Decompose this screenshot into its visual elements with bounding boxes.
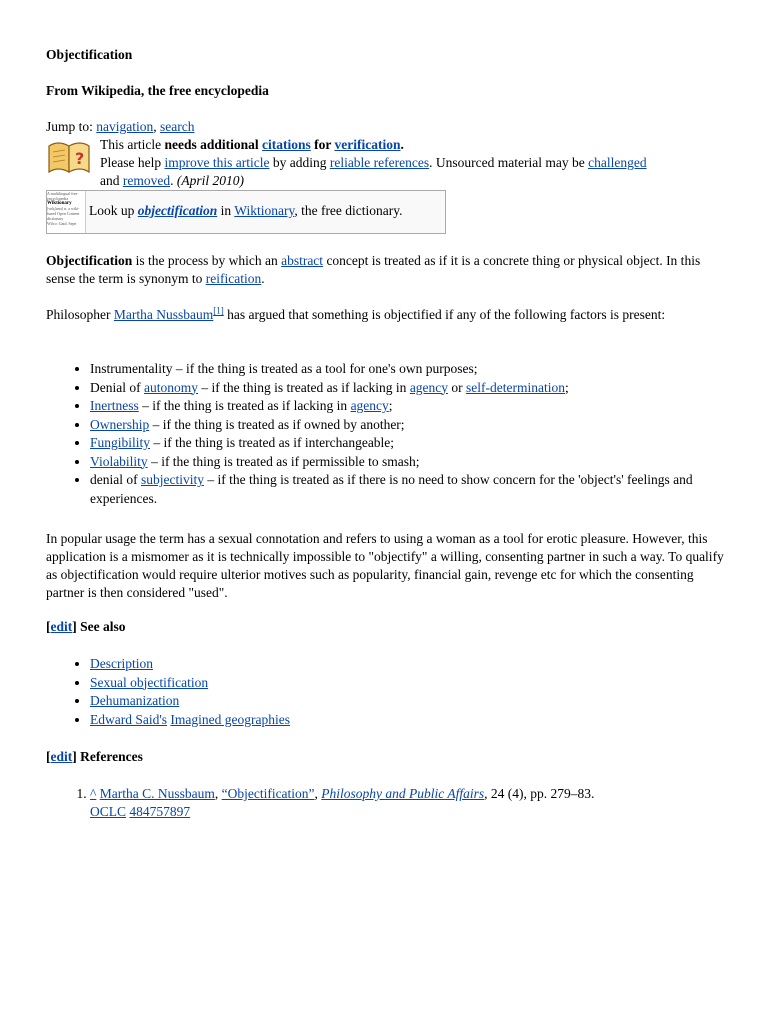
- citations-link[interactable]: citations: [262, 137, 311, 152]
- ref-author-link[interactable]: Martha C. Nussbaum: [99, 786, 215, 801]
- ref-journal-link[interactable]: Philosophy and Public Affairs: [321, 786, 485, 801]
- wiktionary-term-link[interactable]: objectification: [137, 203, 218, 218]
- edward-said-link[interactable]: Edward Said's: [90, 711, 168, 727]
- jump-to: Jump to: navigation, search: [46, 119, 195, 134]
- factors-list: [46, 360, 726, 508]
- wiktionary-logo: A multilingual free encyclopedia Wiktionary [wɪkʃənrɪ] n. a wiki-based Open Content dictionary Wilco: Gatd. Sepe: [47, 191, 86, 233]
- list-item: • Inertness – if the thing is treated as if lacking in agency;: [90, 397, 726, 416]
- wiktionary-box: [46, 190, 446, 234]
- list-item: • Violability – if the thing is treated as if permissible to smash;: [90, 453, 726, 472]
- oclc-link[interactable]: OCLC: [90, 804, 127, 819]
- martha-nussbaum-link[interactable]: Martha Nussbaum: [113, 307, 214, 322]
- autonomy-link[interactable]: autonomy: [143, 379, 198, 395]
- list-item: [90, 711, 290, 730]
- verification-link[interactable]: verification: [334, 137, 401, 152]
- improve-article-link[interactable]: improve this article: [164, 155, 270, 170]
- oclc-number-link[interactable]: 484757897: [129, 804, 191, 819]
- notice-date: (April 2010): [176, 173, 244, 188]
- sexual-objectification-link[interactable]: Sexual objectification: [90, 674, 209, 690]
- page-title: Objectification: [46, 47, 133, 62]
- subjectivity-link[interactable]: subjectivity: [140, 472, 204, 487]
- popular-usage-paragraph: In popular usage the term has a sexual connotation and refers to using a woman as a tool for erotic pleasure. However, this application is a mismomer as it is technically impossible to "objectify" a willing, consenting partner in such a way. To qualify as objectification would require ulterior motives such as popularity, financial gain, revenge etc for which the consenting partner is then considered "used".: [46, 531, 724, 600]
- fungibility-link[interactable]: Fungibility: [90, 435, 151, 450]
- citation-notice: [46, 136, 726, 192]
- imagined-geographies-link[interactable]: Imagined geographies: [170, 711, 291, 727]
- svg-text:?: ?: [75, 149, 85, 168]
- jump-navigation-link[interactable]: navigation: [96, 119, 154, 134]
- agency-link[interactable]: agency: [350, 398, 389, 413]
- self-determination-link[interactable]: self-determination: [466, 379, 566, 395]
- ref-backlink[interactable]: ^: [90, 786, 97, 801]
- list-item: • Denial of autonomy – if the thing is treated as if lacking in agency or self-determination;: [90, 379, 726, 398]
- jump-search-link[interactable]: search: [160, 119, 195, 134]
- agency-link[interactable]: agency: [409, 379, 449, 395]
- abstract-link[interactable]: abstract: [281, 253, 324, 268]
- list-item: • denial of subjectivity – if the thing is treated as if there is no need to show concern for the 'object's' feelings and experiences.: [90, 471, 726, 508]
- edit-references-link[interactable]: edit: [50, 749, 73, 764]
- edit-see-also-link[interactable]: edit: [50, 619, 73, 634]
- list-item: [90, 655, 290, 674]
- intro-paragraph: Objectification is the process by which an abstract concept is treated as if it is a concrete thing or physical object. In this sense the term is synonym to reification.: [46, 253, 701, 286]
- list-item: • Instrumentality – if the thing is treated as a tool for one's own purposes;: [90, 360, 726, 379]
- references-list: [46, 785, 726, 821]
- page-subtitle: From Wikipedia, the free encyclopedia: [46, 83, 269, 98]
- book-question-icon: [46, 138, 92, 174]
- see-also-heading: [edit] See also: [46, 619, 126, 634]
- description-link[interactable]: Description: [90, 656, 153, 671]
- references-heading: [edit] References: [46, 749, 143, 764]
- list-item: • Ownership – if the thing is treated as if owned by another;: [90, 416, 726, 435]
- reference-1-link[interactable]: [1]: [213, 305, 224, 316]
- jump-to-label: Jump to:: [46, 119, 93, 134]
- inertness-link[interactable]: Inertness: [90, 398, 139, 413]
- list-item: • Fungibility – if the thing is treated as if interchangeable;: [90, 434, 726, 453]
- list-item: 1. ^ Martha C. Nussbaum, “Objectification”, Philosophy and Public Affairs, 24 (4), pp. 279–83. OCLC 484757897: [90, 785, 726, 821]
- ownership-link[interactable]: Ownership: [90, 416, 150, 432]
- see-also-list: [46, 655, 290, 729]
- citation-notice-text: This article needs additional citations for verification. Please help improve this article by adding reliable references. Unsourced material may be challenged and removed. (April 2010): [100, 137, 647, 188]
- article: [46, 46, 726, 819]
- wiktionary-lookup-text: Look up objectification in Wiktionary, the free dictionary.: [89, 203, 403, 218]
- list-item: [90, 674, 290, 693]
- removed-link[interactable]: removed: [122, 173, 171, 188]
- dehumanization-link[interactable]: Dehumanization: [90, 693, 180, 708]
- reliable-references-link[interactable]: reliable references: [329, 155, 430, 170]
- challenged-link[interactable]: challenged: [588, 155, 647, 170]
- nussbaum-paragraph: Philosopher Martha Nussbaum[1] has argued that something is objectified if any of the following factors is present:: [46, 305, 666, 322]
- list-item: [90, 692, 290, 711]
- reification-link[interactable]: reification: [205, 271, 262, 286]
- violability-link[interactable]: Violability: [90, 453, 148, 469]
- wiktionary-link[interactable]: Wiktionary: [234, 203, 295, 218]
- ref-article-link[interactable]: “Objectification”: [221, 786, 315, 801]
